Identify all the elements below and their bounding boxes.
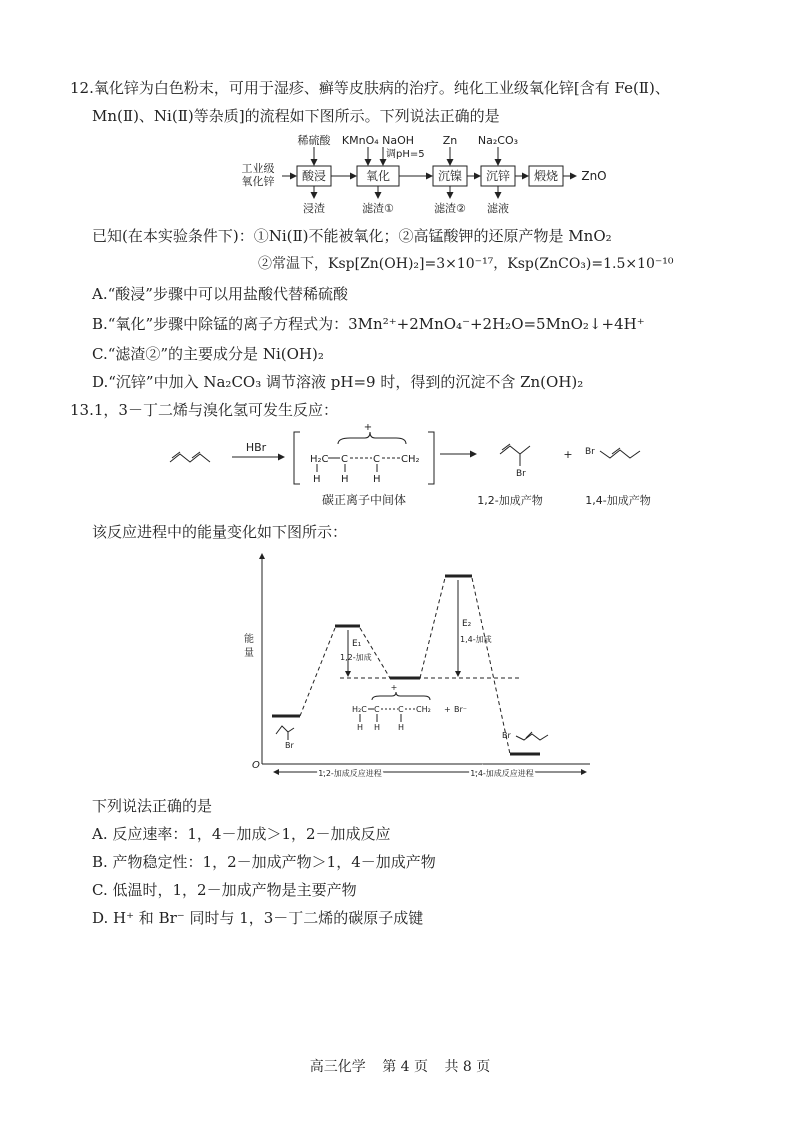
flow-reagent-3: Zn: [442, 134, 458, 147]
scheme-h2: H: [341, 474, 349, 485]
flow-start-2: 氧化锌: [241, 175, 275, 188]
x-left-label: 1,2-加成反应进程: [318, 769, 382, 778]
inter-c1: C: [374, 705, 380, 714]
q13-option-d: D. H⁺ 和 Br⁻ 同时与 1，3－丁二烯的碳原子成键: [92, 909, 424, 927]
scheme-intermediate-label: 碳正离子中间体: [321, 493, 407, 507]
flow-reagent-2: KMnO₄ NaOH: [341, 134, 415, 147]
scheme-ch2: CH₂: [401, 454, 420, 465]
flow-reagent-2b: 调pH=5: [386, 149, 425, 160]
q12-option-a: A.“酸浸”步骤中可以用盐酸代替稀硫酸: [92, 285, 348, 303]
scheme-c2: C: [373, 454, 380, 465]
inter-h3: H: [398, 723, 405, 732]
y-axis-label-1: 能: [244, 634, 254, 645]
footer-page: 第 4 页: [382, 1059, 428, 1075]
flow-start-1: 工业级: [241, 162, 275, 175]
inter-c2: C: [398, 705, 404, 714]
inter-h2c: H₂C: [352, 705, 367, 714]
flow-step-3-label: 沉镍: [437, 169, 463, 183]
x-right-label: 1,4-加成反应进程: [470, 769, 534, 778]
e2-label: E₂: [462, 619, 472, 629]
footer-subject: 高三化学: [309, 1059, 366, 1075]
scheme-reagent: HBr: [245, 441, 267, 454]
page-footer: [0, 1056, 800, 1076]
e1-label: E₁: [352, 639, 362, 649]
scheme-product-12-label: 1,2-加成产物: [477, 494, 543, 507]
flow-step-1-label: 酸浸: [301, 169, 327, 183]
flow-product: ZnO: [581, 169, 607, 183]
q12-known-2: ②常温下，Ksp[Zn(OH)₂]=3×10⁻¹⁷，Ksp(ZnCO₃)=1.5×10⁻¹⁰: [258, 256, 674, 272]
scheme-c1: C: [341, 454, 348, 465]
flow-residue-3: 滤渣②: [434, 202, 466, 215]
q12-stem-line2: Mn(Ⅱ)、Ni(Ⅱ)等杂质]的流程如下图所示。下列说法正确的是: [92, 107, 500, 125]
inter-plus: +: [444, 705, 451, 714]
q13-option-a: A. 反应速率：1，4－加成＞1，2－加成反应: [92, 825, 391, 843]
flow-step-2-label: 氧化: [365, 169, 391, 183]
product-br: Br: [502, 731, 511, 740]
scheme-charge: +: [363, 424, 373, 433]
origin-label: O: [252, 760, 260, 771]
q13-question: 下列说法正确的是: [92, 797, 213, 815]
product-12-br: Br: [516, 469, 526, 479]
q12-option-d: D.“沉锌”中加入 Na₂CO₃ 调节溶液 pH=9 时，得到的沉淀不含 Zn(OH)₂: [92, 373, 584, 391]
inter-h2: H: [374, 723, 381, 732]
flow-step-4-label: 沉锌: [485, 169, 511, 183]
q12-flowchart: [236, 132, 616, 218]
q12-option-b: B.“氧化”步骤中除锰的离子方程式为：3Mn²⁺+2MnO₄⁻+2H₂O=5MnO₂↓+4H⁺: [92, 315, 645, 333]
flow-residue-1: 浸渣: [303, 202, 325, 215]
inter-h1: H: [357, 723, 364, 732]
q13-option-c: C. 低温时，1，2－加成产物是主要产物: [92, 881, 357, 899]
product-14-structure: [600, 450, 640, 458]
reactant-br: Br: [285, 741, 294, 750]
inter-br-minus: Br⁻: [454, 705, 467, 714]
flow-residue-4: 滤液: [487, 202, 509, 215]
scheme-plus: +: [563, 448, 573, 461]
q13-reaction-scheme: [160, 424, 660, 510]
scheme-h3: H: [373, 474, 381, 485]
q12-known-1: 已知(在本实验条件下)：①Ni(Ⅱ)不能被氧化；②高锰酸钾的还原产物是 MnO₂: [92, 227, 612, 245]
e1-desc: 1,2-加成: [340, 653, 372, 662]
e2-desc: 1,4-加成: [460, 635, 492, 644]
inter-ch2: CH₂: [416, 705, 431, 714]
flow-reagent-4: Na₂CO₃: [477, 134, 519, 147]
q13-stem: 13.1，3－丁二烯与溴化氢可发生反应：: [70, 401, 338, 419]
footer-total: 共 8 页: [444, 1059, 491, 1075]
q13-option-b: B. 产物稳定性：1，2－加成产物＞1，4－加成产物: [92, 853, 436, 871]
reactant-structure: [276, 726, 288, 734]
flow-step-5-label: 煅烧: [533, 169, 559, 183]
scheme-h2c: H₂C: [310, 454, 329, 465]
flow-reagent-1: 稀硫酸: [297, 134, 331, 147]
inter-charge: +: [390, 683, 398, 692]
y-axis-label-2: 量: [244, 648, 254, 659]
flow-residue-2: 滤渣①: [362, 202, 394, 215]
q12-stem-line1: 12.氧化锌为白色粉末，可用于湿疹、癣等皮肤病的治疗。纯化工业级氧化锌[含有 Fe(Ⅱ)、: [70, 79, 670, 97]
scheme-product-14-label: 1,4-加成产物: [585, 494, 651, 507]
scheme-h1: H: [313, 474, 321, 485]
q13-energy-intro: 该反应进程中的能量变化如下图所示：: [92, 523, 348, 541]
q12-option-c: C.“滤渣②”的主要成分是 Ni(OH)₂: [92, 345, 324, 363]
product-14-br: Br: [585, 447, 595, 457]
q13-energy-diagram: [240, 550, 600, 788]
product-structure: [516, 734, 548, 740]
product-12-structure: [500, 446, 530, 454]
